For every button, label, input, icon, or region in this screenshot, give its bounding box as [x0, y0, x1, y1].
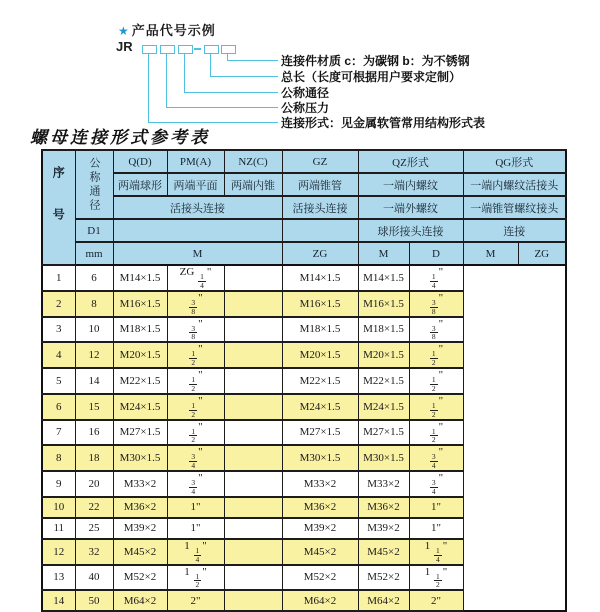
- header-group-nz: NZ(C): [224, 150, 282, 173]
- cell-dn: 12: [75, 342, 113, 368]
- table-row: [42, 394, 566, 420]
- cell-qz-m: [224, 590, 282, 611]
- cell-qz-m: [224, 445, 282, 471]
- header-pm-ends: 两端平面: [167, 173, 224, 196]
- cell-no: 11: [42, 518, 75, 539]
- header-q-ends: 两端球形: [113, 173, 167, 196]
- header-union-gz: 活接头连接: [282, 196, 358, 219]
- cell-m: M39×2: [113, 518, 167, 539]
- cell-no: 9: [42, 471, 75, 497]
- cell-gz-zg: $\frac{3}{8}$ ": [167, 291, 224, 317]
- fraction: $\frac{1}{2}$: [191, 349, 196, 368]
- header-empty-left: [113, 219, 282, 242]
- cell-qg-m: M24×1.5: [358, 394, 409, 420]
- cell-qz-m: [224, 317, 282, 343]
- cell-gz-zg: $\frac{1}{2}$ ": [167, 394, 224, 420]
- cell-gz-zg: 1 $\frac{1}{4}$ ": [167, 539, 224, 565]
- fraction: $\frac{1}{2}$: [431, 375, 436, 393]
- cell-qg-zg: $\frac{1}{2}$ ": [409, 342, 463, 368]
- cell-qz-m: [224, 265, 282, 291]
- cell-m: M14×1.5: [113, 265, 167, 291]
- diagram-title-text: 产品代号示例: [131, 23, 216, 38]
- cell-m: M30×1.5: [113, 445, 167, 471]
- cell-m: M33×2: [113, 471, 167, 497]
- header-union-left: 活接头连接: [113, 196, 282, 219]
- fraction: $\frac{3}{8}$: [431, 297, 436, 316]
- fraction: $\frac{1}{4}$: [200, 272, 204, 290]
- fraction: $\frac{3}{4}$: [431, 452, 436, 471]
- diagram-title: [118, 20, 216, 39]
- cell-no: 12: [42, 539, 75, 565]
- cell-no: 13: [42, 565, 75, 591]
- cell-qz-d: M30×1.5: [282, 445, 358, 471]
- fraction: $\frac{1}{2}$: [191, 400, 196, 419]
- cell-m: M52×2: [113, 565, 167, 591]
- cell-qg-zg: $\frac{1}{4}$ ": [409, 265, 463, 291]
- cell-gz-zg: 1": [167, 518, 224, 539]
- header-qz-ends: 一端内螺纹: [358, 173, 463, 196]
- cell-dn: 16: [75, 420, 113, 446]
- cell-dn: 8: [75, 291, 113, 317]
- cell-dn: 14: [75, 368, 113, 394]
- cell-qg-m: M36×2: [358, 497, 409, 518]
- header-zg-gz: ZG: [282, 242, 358, 265]
- cell-qz-d: M39×2: [282, 518, 358, 539]
- cell-qz-d: M52×2: [282, 565, 358, 591]
- cell-qz-d: M33×2: [282, 471, 358, 497]
- table-row: [42, 368, 566, 394]
- cell-qg-m: M20×1.5: [358, 342, 409, 368]
- product-code-prefix: JR: [116, 39, 133, 54]
- cell-m: M18×1.5: [113, 317, 167, 343]
- diagram-label: 公称通径: [281, 86, 330, 100]
- cell-gz-zg: $\frac{1}{2}$ ": [167, 420, 224, 446]
- cell-dn: 50: [75, 590, 113, 611]
- cell-dn: 32: [75, 539, 113, 565]
- fraction: $\frac{1}{2}$: [195, 571, 200, 590]
- cell-qg-zg: $\frac{3}{4}$ ": [409, 471, 463, 497]
- table-row: [42, 317, 566, 343]
- header-group-pm: PM(A): [167, 150, 224, 173]
- cell-dn: 22: [75, 497, 113, 518]
- header-qz-m: M: [358, 242, 409, 265]
- cell-qg-zg: 1 $\frac{1}{2}$ ": [409, 565, 463, 591]
- cell-m: M16×1.5: [113, 291, 167, 317]
- header-qz-ext: 一端外螺纹: [358, 196, 463, 219]
- cell-m: M45×2: [113, 539, 167, 565]
- cell-qz-m: [224, 539, 282, 565]
- fraction: $\frac{3}{8}$: [431, 323, 436, 342]
- header-qg-zg: ZG: [518, 242, 566, 265]
- cell-qg-zg: 1 $\frac{1}{4}$ ": [409, 539, 463, 565]
- fraction: $\frac{1}{4}$: [195, 545, 200, 564]
- table-title: 螺母连接形式参考表: [30, 128, 210, 147]
- cell-qz-m: [224, 497, 282, 518]
- cell-no: 1: [42, 265, 75, 291]
- header-group-gz: GZ: [282, 150, 358, 173]
- cell-qg-m: M52×2: [358, 565, 409, 591]
- cell-qz-d: M45×2: [282, 539, 358, 565]
- table-row: [42, 342, 566, 368]
- fraction: $\frac{1}{2}$: [436, 571, 440, 590]
- cell-qg-zg: 1": [409, 518, 463, 539]
- cell-gz-zg: $\frac{3}{4}$ ": [167, 445, 224, 471]
- connector-line: [227, 53, 278, 61]
- cell-gz-zg: $\frac{3}{8}$ ": [167, 317, 224, 343]
- cell-no: 7: [42, 420, 75, 446]
- table-row: [42, 265, 566, 291]
- header-qg-m: M: [463, 242, 518, 265]
- cell-dn: 10: [75, 317, 113, 343]
- cell-qz-d: M14×1.5: [282, 265, 358, 291]
- cell-m: M27×1.5: [113, 420, 167, 446]
- cell-qg-zg: $\frac{3}{8}$ ": [409, 317, 463, 343]
- fraction: $\frac{1}{2}$: [191, 426, 196, 445]
- cell-qz-m: [224, 394, 282, 420]
- header-col-no-label: 序号: [51, 165, 66, 250]
- cell-qg-zg: $\frac{1}{2}$ ": [409, 420, 463, 446]
- cell-gz-zg: 2": [167, 590, 224, 611]
- header-nz-ends: 两端内锥: [224, 173, 282, 196]
- cell-qz-d: M18×1.5: [282, 317, 358, 343]
- fraction: $\frac{3}{8}$: [191, 323, 196, 342]
- diagram-label: 公称压力: [281, 101, 330, 115]
- cell-qz-m: [224, 420, 282, 446]
- cell-qg-m: M27×1.5: [358, 420, 409, 446]
- cell-qg-m: M33×2: [358, 471, 409, 497]
- table-row: [42, 497, 566, 518]
- table-row: [42, 565, 566, 591]
- cell-no: 3: [42, 317, 75, 343]
- cell-no: 8: [42, 445, 75, 471]
- cell-qz-m: [224, 368, 282, 394]
- cell-no: 6: [42, 394, 75, 420]
- cell-dn: 18: [75, 445, 113, 471]
- header-col-no: [42, 150, 75, 265]
- cell-dn: 15: [75, 394, 113, 420]
- cell-gz-zg: $\frac{3}{4}$ ": [167, 471, 224, 497]
- cell-qg-m: M22×1.5: [358, 368, 409, 394]
- cell-qg-m: M45×2: [358, 539, 409, 565]
- header-qg-connect: 连接: [463, 219, 566, 242]
- table-row: [42, 445, 566, 471]
- fraction: $\frac{3}{4}$: [191, 452, 196, 471]
- table-row: [42, 518, 566, 539]
- fraction: $\frac{1}{2}$: [431, 349, 436, 368]
- table-row: [42, 420, 566, 446]
- header-mm: mm: [75, 242, 113, 265]
- cell-no: 2: [42, 291, 75, 317]
- header-col-dn-label: 公称通径: [88, 156, 100, 213]
- cell-qz-m: [224, 291, 282, 317]
- fraction: $\frac{1}{2}$: [191, 375, 196, 393]
- cell-gz-zg: $\frac{1}{2}$ ": [167, 368, 224, 394]
- table-row: [42, 590, 566, 611]
- cell-no: 10: [42, 497, 75, 518]
- header-group-qg: QG形式: [463, 150, 566, 173]
- fraction: $\frac{3}{8}$: [191, 297, 196, 316]
- cell-qz-m: [224, 342, 282, 368]
- cell-m: M22×1.5: [113, 368, 167, 394]
- cell-qz-d: M64×2: [282, 590, 358, 611]
- cell-qg-zg: 1": [409, 497, 463, 518]
- cell-qg-zg: 2": [409, 590, 463, 611]
- header-m-left: M: [113, 242, 282, 265]
- cell-no: 5: [42, 368, 75, 394]
- cell-qg-m: M64×2: [358, 590, 409, 611]
- cell-qz-d: M36×2: [282, 497, 358, 518]
- cell-qz-m: [224, 518, 282, 539]
- cell-qz-d: M16×1.5: [282, 291, 358, 317]
- header-col-dn: [75, 150, 113, 219]
- fraction: $\frac{1}{4}$: [436, 545, 440, 564]
- cell-qz-d: M24×1.5: [282, 394, 358, 420]
- header-qg-taper: 一端锥管螺纹接头: [463, 196, 566, 219]
- cell-no: 14: [42, 590, 75, 611]
- fraction: $\frac{1}{2}$: [431, 400, 436, 419]
- cell-qg-m: M30×1.5: [358, 445, 409, 471]
- cell-m: M24×1.5: [113, 394, 167, 420]
- header-gz-ends: 两端锥管: [282, 173, 358, 196]
- cell-qz-d: M22×1.5: [282, 368, 358, 394]
- table-row: [42, 291, 566, 317]
- fraction: $\frac{1}{4}$: [431, 272, 436, 290]
- cell-no: 4: [42, 342, 75, 368]
- cell-qg-m: M18×1.5: [358, 317, 409, 343]
- cell-dn: 20: [75, 471, 113, 497]
- diagram-label: 总长（长度可根据用户要求定制）: [281, 70, 462, 84]
- cell-gz-zg: 1": [167, 497, 224, 518]
- fraction: $\frac{1}{2}$: [431, 426, 436, 445]
- header-qz-d: D: [409, 242, 463, 265]
- diagram-label: 连接件材质 c：为碳钢 b：为不锈钢: [281, 54, 470, 68]
- cell-m: M36×2: [113, 497, 167, 518]
- header-d1: D1: [75, 219, 113, 242]
- cell-qg-m: M16×1.5: [358, 291, 409, 317]
- cell-qz-m: [224, 471, 282, 497]
- cell-gz-zg: $\frac{1}{2}$ ": [167, 342, 224, 368]
- cell-dn: 25: [75, 518, 113, 539]
- table-row: [42, 471, 566, 497]
- table-row: [42, 539, 566, 565]
- code-dash: [194, 48, 201, 50]
- cell-qg-zg: $\frac{3}{4}$ ": [409, 445, 463, 471]
- cell-qz-m: [224, 565, 282, 591]
- cell-qg-zg: $\frac{1}{2}$ ": [409, 368, 463, 394]
- cell-qg-m: M39×2: [358, 518, 409, 539]
- header-qz-ball-joint: 球形接头连接: [358, 219, 463, 242]
- diagram-label: 连接形式：见金属软管常用结构形式表: [281, 116, 486, 130]
- cell-dn: 40: [75, 565, 113, 591]
- nut-connection-table: [41, 149, 567, 612]
- fraction: $\frac{3}{4}$: [191, 478, 196, 496]
- header-group-qz: QZ形式: [358, 150, 463, 173]
- header-qg-ends: 一端内螺纹活接头: [463, 173, 566, 196]
- cell-gz-zg: 1 $\frac{1}{2}$ ": [167, 565, 224, 591]
- cell-qz-d: M20×1.5: [282, 342, 358, 368]
- cell-m: M20×1.5: [113, 342, 167, 368]
- cell-m: M64×2: [113, 590, 167, 611]
- fraction: $\frac{3}{4}$: [431, 478, 436, 496]
- cell-qz-d: M27×1.5: [282, 420, 358, 446]
- header-group-q: Q(D): [113, 150, 167, 173]
- header-empty-gz: [282, 219, 358, 242]
- cell-dn: 6: [75, 265, 113, 291]
- cell-qg-m: M14×1.5: [358, 265, 409, 291]
- cell-qg-zg: $\frac{1}{2}$ ": [409, 394, 463, 420]
- star-icon: ★: [118, 24, 130, 38]
- cell-qg-zg: $\frac{3}{8}$ ": [409, 291, 463, 317]
- cell-gz-zg: ZG $\frac{1}{4}$ ": [167, 265, 224, 291]
